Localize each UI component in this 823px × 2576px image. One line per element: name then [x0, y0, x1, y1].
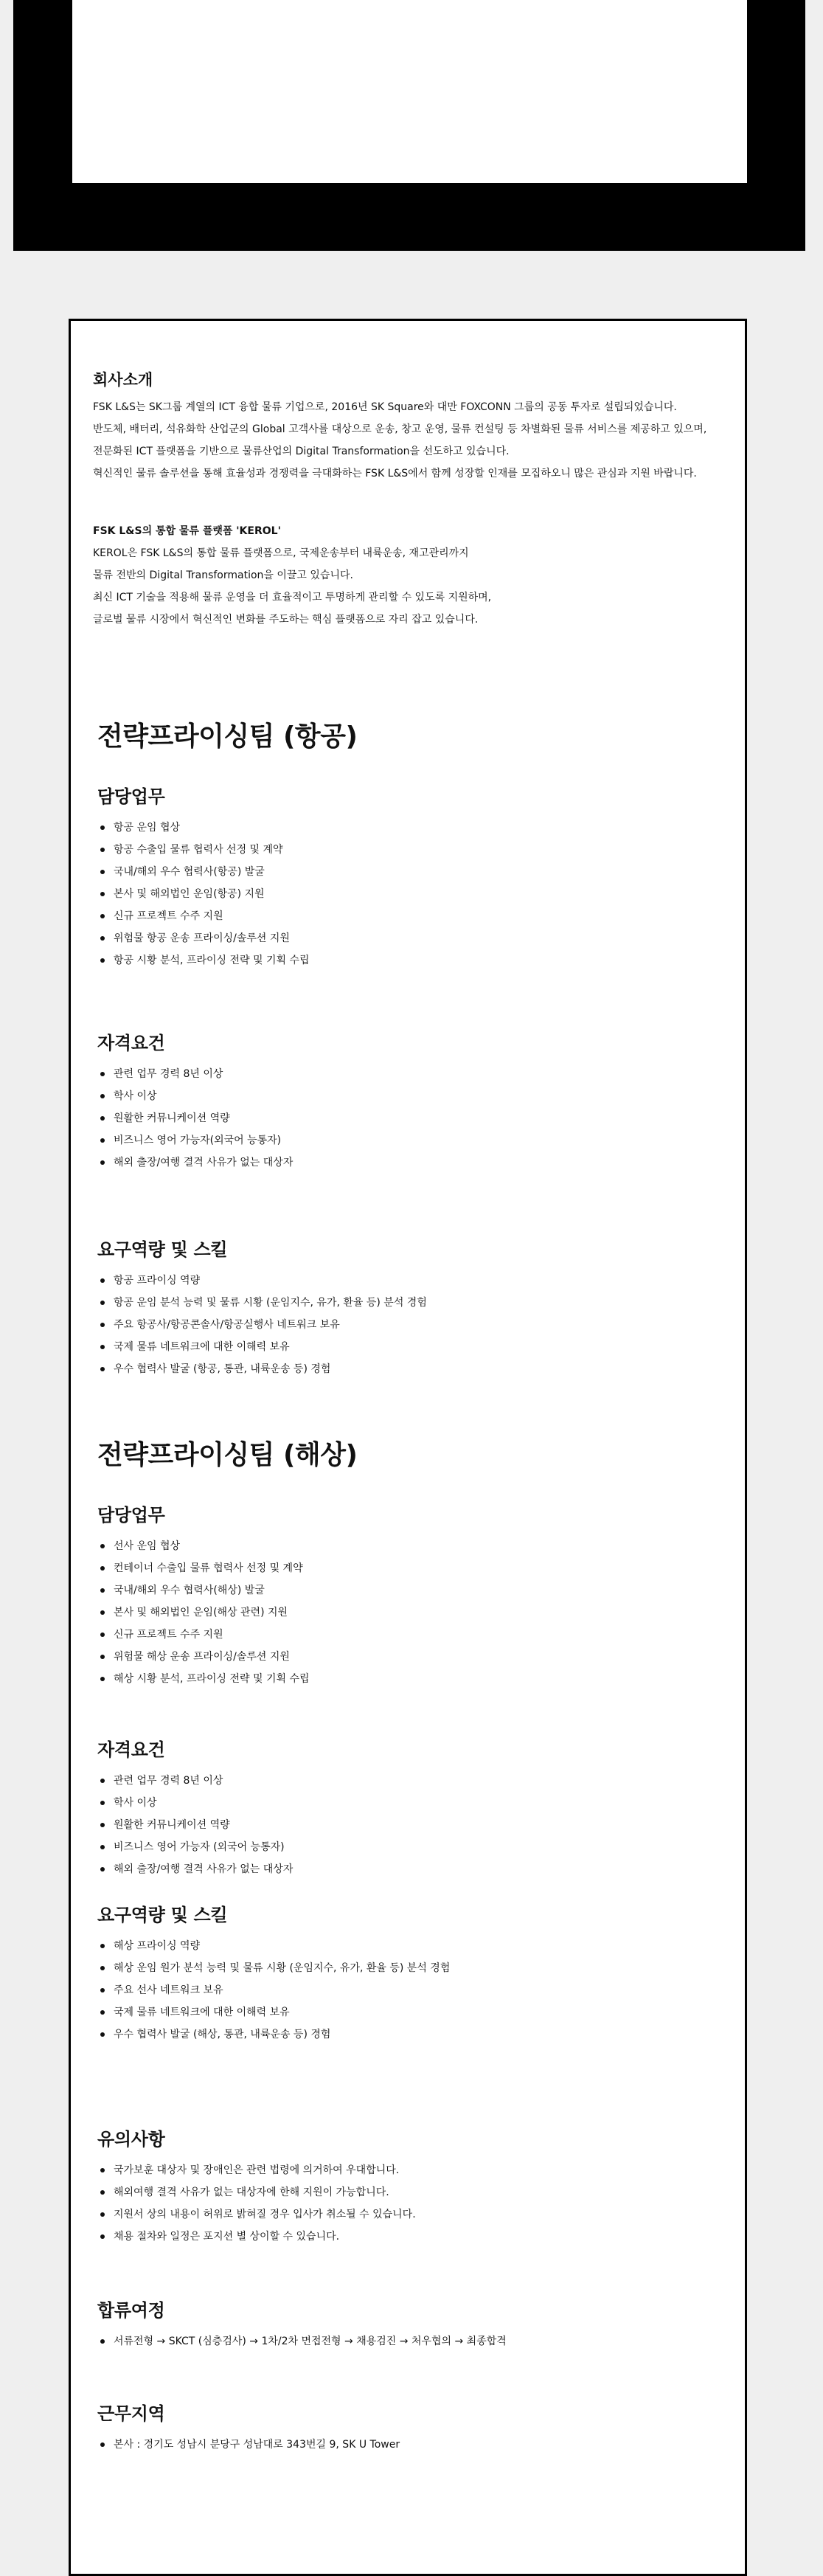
bullet-icon	[100, 1094, 105, 1098]
sea-duties-list	[97, 1535, 732, 1690]
bullet-icon	[100, 1845, 105, 1849]
location-section	[97, 2401, 732, 2456]
sea-skills-title: 요구역량 및 스킬	[97, 1905, 228, 1925]
list-item-text: 지원서 상의 내용이 허위로 밝혀질 경우 입사가 취소될 수 있습니다.	[114, 2209, 416, 2220]
list-item	[97, 883, 732, 905]
list-item	[97, 1270, 732, 1292]
bullet-icon	[100, 848, 105, 852]
air-duties-list	[97, 817, 732, 972]
list-item-text: 국내/해외 우수 협력사(해상) 발굴	[114, 1585, 265, 1596]
bullet-icon	[100, 1301, 105, 1305]
list-item-text: 위험물 해상 운송 프라이싱/솔루션 지원	[114, 1651, 290, 1663]
list-item-text: 신규 프로젝트 수주 지원	[114, 910, 223, 922]
list-item-text: 해외 출장/여행 결격 사유가 없는 대상자	[114, 1157, 294, 1168]
sea-skills-list	[97, 1935, 732, 2046]
list-item-text: 신규 프로젝트 수주 지원	[114, 1629, 223, 1641]
job-posting-card	[69, 319, 747, 2576]
list-item	[97, 1152, 732, 1174]
list-item-text: 항공 수출입 물류 협력사 선정 및 계약	[114, 844, 283, 856]
intro-line: 반도체, 배터리, 석유화학 산업군의 Global 고객사를 대상으로 운송, 창고 운영, 물류 컨설팅 등 차별화된 물류 서비스를 제공하고 있으며,	[93, 423, 707, 435]
sea-requirements-title: 자격요건	[97, 1739, 165, 1760]
notes-list	[97, 2159, 732, 2248]
bullet-icon	[100, 1138, 105, 1143]
list-item-text: 우수 협력사 발굴 (해상, 통관, 내륙운송 등) 경험	[114, 2029, 331, 2040]
list-item-text: 국가보훈 대상자 및 장애인은 관련 법령에 의거하여 우대합니다.	[114, 2164, 400, 2176]
notes-title: 유의사항	[97, 2129, 165, 2150]
sea-team-title-block	[97, 1438, 732, 1473]
kerol-intro	[93, 520, 735, 631]
list-item	[97, 1602, 732, 1624]
list-item	[97, 1814, 732, 1836]
list-item	[97, 2203, 732, 2226]
list-item-text: 항공 운임 분석 능력 및 물류 시황 (운임지수, 유가, 환율 등) 분석 경험	[114, 1297, 427, 1309]
bullet-icon	[100, 892, 105, 896]
list-item-text: 해상 운임 원가 분석 능력 및 물류 시황 (운임지수, 유가, 환율 등) 분석 경험	[114, 1962, 451, 1974]
list-item	[97, 2023, 732, 2046]
list-item	[97, 2330, 732, 2352]
list-item	[97, 1314, 732, 1336]
list-item-text: 컨테이너 수출입 물류 협력사 선정 및 계약	[114, 1562, 303, 1574]
air-duties-title: 담당업무	[97, 786, 165, 807]
list-item-text: 국제 물류 네트워크에 대한 이해력 보유	[114, 2007, 290, 2018]
list-item	[97, 905, 732, 927]
list-item	[97, 2159, 732, 2181]
company-intro	[93, 368, 735, 485]
bullet-icon	[100, 2212, 105, 2217]
process-title: 합류여정	[97, 2300, 165, 2321]
bullet-icon	[100, 1944, 105, 1948]
list-item-text: 비즈니스 영어 가능자 (외국어 능통자)	[114, 1841, 285, 1853]
list-item-text: 학사 이상	[114, 1797, 157, 1809]
list-item-text: 해상 시황 분석, 프라이싱 전략 및 기획 수립	[114, 1673, 310, 1685]
bullet-icon	[100, 1323, 105, 1327]
list-item-text: 본사 및 해외법인 운임(항공) 지원	[114, 888, 265, 900]
list-item	[97, 1107, 732, 1129]
list-item	[97, 1935, 732, 1957]
list-item-text: 해상 프라이싱 역량	[114, 1940, 201, 1952]
list-item	[97, 1836, 732, 1858]
list-item-text: 본사 : 경기도 성남시 분당구 성남대로 343번길 9, SK U Tower	[114, 2439, 400, 2451]
air-requirements-list	[97, 1063, 732, 1174]
list-item-text: 본사 및 해외법인 운임(해상 관련) 지원	[114, 1607, 288, 1618]
air-skills-list	[97, 1270, 732, 1380]
list-item	[97, 2434, 732, 2456]
bullet-icon	[100, 1610, 105, 1615]
list-item	[97, 1957, 732, 1979]
bullet-icon	[100, 1779, 105, 1783]
list-item-text: 해외 출장/여행 결격 사유가 없는 대상자	[114, 1863, 294, 1875]
bullet-icon	[100, 1988, 105, 1992]
bullet-icon	[100, 1588, 105, 1593]
list-item	[97, 1336, 732, 1358]
kerol-line: 최신 ICT 기술을 적용해 물류 운영을 더 효율적이고 투명하게 관리할 수 있도록 지원하며,	[93, 592, 492, 603]
bullet-icon	[100, 1367, 105, 1371]
bullet-icon	[100, 2168, 105, 2172]
sea-skills-section	[97, 1902, 732, 2046]
bullet-icon	[100, 1867, 105, 1872]
list-item	[97, 1624, 732, 1646]
bullet-icon	[100, 1160, 105, 1165]
intro-line: 혁신적인 물류 솔루션을 통해 효율성과 경쟁력을 극대화하는 FSK L&S에서 함께 성장할 인재를 모집하오니 많은 관심과 지원 바랍니다.	[93, 468, 697, 479]
list-item	[97, 1858, 732, 1880]
sea-team-title: 전략프라이싱팀 (해상)	[97, 1440, 358, 1470]
process-section	[97, 2298, 732, 2352]
list-item-text: 학사 이상	[114, 1090, 157, 1102]
air-duties-section	[97, 784, 732, 972]
bullet-icon	[100, 1655, 105, 1659]
list-item-text: 국내/해외 우수 협력사(항공) 발굴	[114, 866, 265, 878]
list-item-text: 선사 운임 협상	[114, 1540, 181, 1552]
sea-duties-section	[97, 1503, 732, 1690]
hero-image-panel	[72, 0, 747, 183]
bullet-icon	[100, 2442, 105, 2447]
bullet-icon	[100, 2190, 105, 2195]
sea-requirements-list	[97, 1770, 732, 1880]
list-item-text: 원활한 커뮤니케이션 역량	[114, 1112, 230, 1124]
bullet-icon	[100, 1116, 105, 1121]
list-item	[97, 1358, 732, 1380]
list-item	[97, 2001, 732, 2023]
list-item-text: 항공 프라이싱 역량	[114, 1275, 201, 1287]
list-item	[97, 1579, 732, 1602]
list-item	[97, 927, 732, 949]
bullet-icon	[100, 1566, 105, 1571]
list-item	[97, 861, 732, 883]
list-item-text: 비즈니스 영어 가능자(외국어 능통자)	[114, 1135, 282, 1146]
bullet-icon	[100, 1966, 105, 1970]
list-item-text: 우수 협력사 발굴 (항공, 통관, 내륙운송 등) 경험	[114, 1363, 331, 1375]
list-item-text: 항공 시황 분석, 프라이싱 전략 및 기획 수립	[114, 955, 310, 966]
air-team-title: 전략프라이싱팀 (항공)	[97, 721, 358, 752]
location-title: 근무지역	[97, 2403, 165, 2424]
bullet-icon	[100, 1823, 105, 1827]
bullet-icon	[100, 1632, 105, 1637]
air-skills-section	[97, 1237, 732, 1380]
list-item-text: 채용 절차와 일정은 포지션 별 상이할 수 있습니다.	[114, 2231, 340, 2243]
kerol-line: 글로벌 물류 시장에서 혁신적인 변화를 주도하는 핵심 플랫폼으로 자리 잡고 있습니다.	[93, 614, 479, 626]
air-requirements-section	[97, 1031, 732, 1174]
intro-line: FSK L&S는 SK그룹 계열의 ICT 융합 물류 기업으로, 2016년 SK Square와 대만 FOXCONN 그룹의 공동 투자로 설립되었습니다.	[93, 401, 677, 413]
bullet-icon	[100, 1345, 105, 1349]
list-item-text: 원활한 커뮤니케이션 역량	[114, 1819, 230, 1831]
kerol-line: 물류 전반의 Digital Transformation을 이끌고 있습니다.	[93, 569, 353, 581]
sea-requirements-section	[97, 1737, 732, 1880]
list-item	[97, 949, 732, 972]
list-item-text: 주요 선사 네트워크 보유	[114, 1984, 223, 1996]
bullet-icon	[100, 936, 105, 941]
list-item	[97, 1979, 732, 2001]
list-item	[97, 1085, 732, 1107]
list-item-text: 위험물 항공 운송 프라이싱/솔루션 지원	[114, 932, 290, 944]
list-item	[97, 1292, 732, 1314]
bullet-icon	[100, 825, 105, 830]
kerol-title: FSK L&S의 통합 물류 플랫폼 'KEROL'	[93, 525, 281, 537]
list-item	[97, 2181, 732, 2203]
list-item	[97, 1535, 732, 1557]
list-item	[97, 1668, 732, 1690]
bullet-icon	[100, 1072, 105, 1076]
list-item	[97, 839, 732, 861]
list-item-text: 관련 업무 경력 8년 이상	[114, 1775, 223, 1787]
list-item	[97, 1129, 732, 1152]
bullet-icon	[100, 1544, 105, 1548]
intro-line: 전문화된 ICT 플랫폼을 기반으로 물류산업의 Digital Transformation을 선도하고 있습니다.	[93, 446, 510, 457]
list-item-text: 관련 업무 경력 8년 이상	[114, 1068, 223, 1080]
list-item	[97, 1792, 732, 1814]
bullet-icon	[100, 870, 105, 874]
bullet-icon	[100, 1677, 105, 1681]
sea-duties-title: 담당업무	[97, 1505, 165, 1526]
list-item-text: 주요 항공사/항공콘솔사/항공실행사 네트워크 보유	[114, 1319, 340, 1331]
bullet-icon	[100, 1278, 105, 1283]
air-skills-title: 요구역량 및 스킬	[97, 1239, 228, 1260]
list-item	[97, 1557, 732, 1579]
list-item	[97, 2226, 732, 2248]
list-item	[97, 817, 732, 839]
list-item-text: 항공 운임 협상	[114, 822, 181, 834]
list-item	[97, 1646, 732, 1668]
process-list	[97, 2330, 732, 2352]
air-requirements-title: 자격요건	[97, 1033, 165, 1053]
bullet-icon	[100, 2234, 105, 2239]
bullet-icon	[100, 2032, 105, 2037]
kerol-line: KEROL은 FSK L&S의 통합 물류 플랫폼으로, 국제운송부터 내륙운송, 재고관리까지	[93, 547, 469, 559]
bullet-icon	[100, 1801, 105, 1805]
list-item	[97, 1063, 732, 1085]
hero-banner	[13, 0, 805, 251]
notes-section	[97, 2127, 732, 2248]
bullet-icon	[100, 958, 105, 963]
list-item	[97, 1770, 732, 1792]
air-team-title-block	[97, 719, 732, 755]
bullet-icon	[100, 2010, 105, 2015]
list-item-text: 해외여행 결격 사유가 없는 대상자에 한해 지원이 가능합니다.	[114, 2187, 389, 2198]
location-list	[97, 2434, 732, 2456]
list-item-text: 서류전형 → SKCT (심층검사) → 1차/2차 면접전형 → 채용검진 → 처우협의 → 최종합격	[114, 2336, 507, 2347]
intro-title: 회사소개	[93, 371, 153, 389]
bullet-icon	[100, 914, 105, 918]
list-item-text: 국제 물류 네트워크에 대한 이해력 보유	[114, 1341, 290, 1353]
bullet-icon	[100, 2339, 105, 2344]
